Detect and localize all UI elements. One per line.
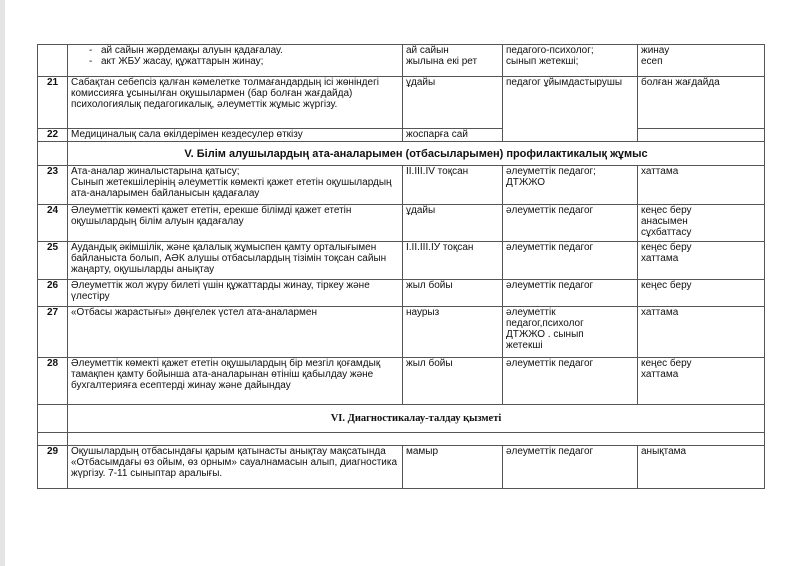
scan-edge	[0, 0, 5, 566]
result-cell: кеңес беру анасымен сұхбаттасу	[638, 205, 765, 242]
responsible-cell: әлеуметтік педагог; ДТЖЖО	[503, 166, 638, 205]
activity-cell: Әлеуметтік көмекті қажет ететін оқушылардың бір мезгіл қоғамдық тамақпен қамту бойынша ата-аналарынан өтініш қабылдау және бухгалтерияға есептерді жинау және дайындау	[68, 358, 403, 405]
result-cell: кеңес беру	[638, 280, 765, 307]
work-plan-table	[37, 44, 765, 489]
responsible-cell: әлеуметтік педагог	[503, 358, 638, 405]
table-row	[38, 45, 765, 77]
table-row	[38, 242, 765, 280]
result-cell: кеңес беру хаттама	[638, 242, 765, 280]
result-cell: жинау есеп	[638, 45, 765, 77]
row-number	[38, 45, 68, 77]
section-header-row	[38, 405, 765, 433]
activity-cell: Әлеуметтік жол жүру билеті үшін құжаттарды жинау, тіркеу және үлестіру	[68, 280, 403, 307]
row-number: 22	[38, 129, 68, 142]
time-cell: жыл бойы	[403, 358, 503, 405]
time-cell: наурыз	[403, 307, 503, 358]
row-number	[38, 433, 68, 446]
time-cell: ұдайы	[403, 205, 503, 242]
row-number: 24	[38, 205, 68, 242]
time-cell: жоспарға сай	[403, 129, 503, 142]
responsible-cell: педагог ұйымдастырушы	[503, 77, 638, 142]
responsible-cell: әлеуметтік педагог	[503, 280, 638, 307]
list-item: - акт ЖБУ жасау, құжаттарын жинау;	[71, 56, 399, 67]
table-row	[38, 307, 765, 358]
row-number	[38, 405, 68, 433]
result-cell	[638, 129, 765, 142]
result-cell: кеңес беру хаттама	[638, 358, 765, 405]
activity-cell: «Отбасы жарастығы» дөңгелек үстел ата-аналармен	[68, 307, 403, 358]
section-title: VI. Диагностикалау-талдау қызметі	[68, 405, 765, 433]
activity-cell: Аудандық әкімшілік, және қалалық жұмыспен қамту орталығымен байланыста болып, АӘК алушы отбасылардың тізімін тоқсан сайын жаңарту, оқушыларды анықтау	[68, 242, 403, 280]
row-number: 29	[38, 446, 68, 489]
responsible-cell: әлеуметтік педагог	[503, 242, 638, 280]
row-number	[38, 142, 68, 166]
result-cell: болған жағдайда	[638, 77, 765, 129]
time-cell: ұдайы	[403, 77, 503, 129]
activity-cell: Оқушылардың отбасындағы қарым қатынасты анықтау мақсатында «Отбасымдағы өз ойым, өз орным» сауалнамасын алып, диагностика жүргізу. 7-11 сыныптар аралығы.	[68, 446, 403, 489]
row-number: 23	[38, 166, 68, 205]
table-row	[38, 129, 765, 142]
table-row	[38, 433, 765, 446]
row-number: 27	[38, 307, 68, 358]
row-number: 26	[38, 280, 68, 307]
list-item: - ай сайын жәрдемақы алуын қадағалау.	[71, 45, 399, 56]
responsible-cell: педагого-психолог; сынып жетекші;	[503, 45, 638, 77]
row-number: 21	[38, 77, 68, 129]
table-row	[38, 280, 765, 307]
result-cell: хаттама	[638, 166, 765, 205]
time-cell: I.II.III.IУ тоқсан	[403, 242, 503, 280]
result-cell: хаттама	[638, 307, 765, 358]
spacer-cell	[68, 433, 765, 446]
activity-cell: Медициналық сала өкілдерімен кездесулер өткізу	[68, 129, 403, 142]
section-title: V. Білім алушылардың ата-аналарымен (отбасыларымен) профилактикалық жұмыс	[68, 142, 765, 166]
table-row	[38, 77, 765, 129]
responsible-cell: әлеуметтік педагог	[503, 446, 638, 489]
responsible-cell: әлеуметтік педагог	[503, 205, 638, 242]
table-row	[38, 205, 765, 242]
responsible-cell: әлеуметтік педагог,психолог ДТЖЖО . сынып жетекші	[503, 307, 638, 358]
table-row	[38, 446, 765, 489]
activity-cell: Ата-аналар жиналыстарына қатысу; Сынып жетекшілерінің әлеуметтік көмекті қажет ететін оқушылардың ата-аналарымен байланысын қадағалау	[68, 166, 403, 205]
time-cell: жыл бойы	[403, 280, 503, 307]
result-cell: анықтама	[638, 446, 765, 489]
row-number: 28	[38, 358, 68, 405]
activity-cell: Сабақтан себепсіз қалған кәмелетке толмағандардың ісі жөніндегі комиссияға ұсынылған оқушылармен (бар болған жағдайда) психологиялық педагогикалық, әлеуметтік жұмыс жүргізу.	[68, 77, 403, 129]
activity-cell: Әлеуметтік көмекті қажет ететін, ерекше білімді қажет ететін оқушылардың білім алуын қадағалау	[68, 205, 403, 242]
table-row	[38, 358, 765, 405]
row-number: 25	[38, 242, 68, 280]
section-header-row	[38, 142, 765, 166]
time-cell: мамыр	[403, 446, 503, 489]
table-row	[38, 166, 765, 205]
activity-cell	[68, 45, 403, 77]
time-cell: II.III.IV тоқсан	[403, 166, 503, 205]
time-cell: ай сайын жылына екі рет	[403, 45, 503, 77]
